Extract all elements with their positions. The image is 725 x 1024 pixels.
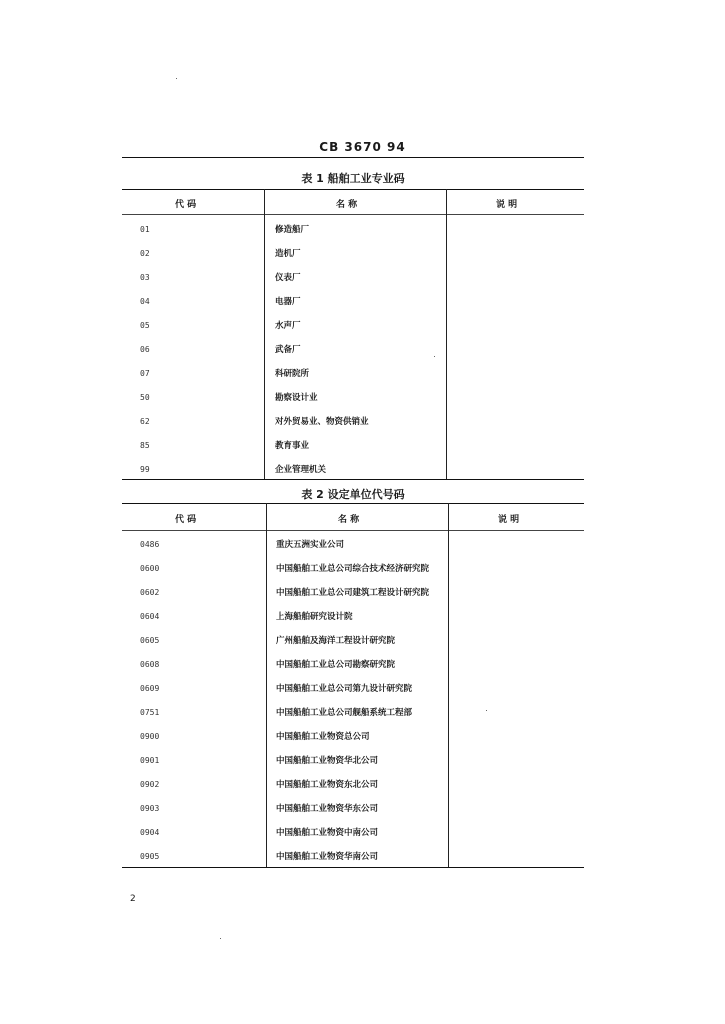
table2-row-name: 中国船舶工业总公司第九设计研究院	[276, 684, 413, 694]
table1-row-code: 02	[140, 249, 150, 258]
table2-row-name: 中国船舶工业总公司舰船系统工程部	[276, 708, 413, 718]
table2-row-name: 中国船舶工业物资华北公司	[276, 756, 379, 766]
table2-row-name: 中国船舶工业物资中南公司	[276, 828, 379, 838]
header-rule	[122, 157, 584, 158]
table1-row-name: 仪表厂	[275, 273, 301, 283]
table2-col-note: 说 明	[498, 515, 520, 525]
table1-row-code: 05	[140, 321, 150, 330]
table1-row-code: 01	[140, 225, 150, 234]
page-number: 2	[130, 894, 136, 904]
table1-row-name: 电器厂	[275, 297, 301, 307]
table2-row-name: 中国船舶工业物资东北公司	[276, 780, 379, 790]
table2-col-name: 名 称	[338, 515, 360, 525]
scan-speck	[220, 938, 221, 939]
table2-row-code: 0905	[140, 852, 160, 861]
table2-row-code: 0904	[140, 828, 160, 837]
table2-title: 表 2 设定单位代号码	[301, 488, 405, 501]
table2-row-code: 0608	[140, 660, 160, 669]
table2-row-code: 0605	[140, 636, 160, 645]
table1-row-name: 教育事业	[275, 441, 310, 451]
table1-row-code: 50	[140, 393, 150, 402]
table2-row-code: 0486	[140, 540, 160, 549]
table1-row-name: 对外贸易业、物资供销业	[275, 417, 369, 427]
table1-row-name: 企业管理机关	[275, 465, 327, 475]
table2-row-code: 0902	[140, 780, 160, 789]
table1-row-code: 85	[140, 441, 150, 450]
table1-header-rule	[122, 214, 584, 215]
table2-divider-2	[448, 503, 449, 867]
table1-row-name: 修造船厂	[275, 225, 310, 235]
table2-top-rule	[122, 503, 584, 504]
table2-bottom-rule	[122, 867, 584, 868]
document-code: CB 3670 94	[319, 140, 406, 154]
table2-divider-1	[266, 503, 267, 867]
table1-row-code: 99	[140, 465, 150, 474]
table1-row-code: 06	[140, 345, 150, 354]
table2-row-name: 中国船舶工业物资华东公司	[276, 804, 379, 814]
table1-row-code: 07	[140, 369, 150, 378]
table2-row-name: 中国船舶工业物资华南公司	[276, 852, 379, 862]
table2-row-code: 0751	[140, 708, 160, 717]
table1-row-code: 62	[140, 417, 150, 426]
scan-speck	[486, 710, 487, 711]
table2-row-code: 0604	[140, 612, 160, 621]
table1-top-rule	[122, 189, 584, 190]
table2-row-name: 重庆五洲实业公司	[276, 540, 345, 550]
table1-col-code: 代 码	[175, 200, 197, 210]
table1-row-name: 水声厂	[275, 321, 301, 331]
table2-row-name: 中国船舶工业总公司综合技术经济研究院	[276, 564, 430, 574]
table1-col-name: 名 称	[336, 200, 358, 210]
scan-speck	[434, 356, 435, 357]
table1-row-name: 勘察设计业	[275, 393, 318, 403]
table1-title: 表 1 船舶工业专业码	[301, 172, 405, 185]
table2-row-code: 0602	[140, 588, 160, 597]
table2-row-code: 0903	[140, 804, 160, 813]
table2-row-name: 上海船舶研究设计院	[276, 612, 353, 622]
table2-row-code: 0901	[140, 756, 160, 765]
table1-row-name: 科研院所	[275, 369, 310, 379]
table1-row-name: 造机厂	[275, 249, 301, 259]
table1-col-note: 说 明	[496, 200, 518, 210]
table1-bottom-rule	[122, 479, 584, 480]
table2-row-name: 中国船舶工业总公司勘察研究院	[276, 660, 396, 670]
table1-row-code: 04	[140, 297, 150, 306]
table1-row-name: 武备厂	[275, 345, 301, 355]
scan-speck	[176, 78, 177, 79]
table2-row-code: 0609	[140, 684, 160, 693]
table2-row-name: 中国船舶工业总公司建筑工程设计研究院	[276, 588, 430, 598]
table2-row-name: 广州船舶及海洋工程设计研究院	[276, 636, 396, 646]
table2-row-code: 0900	[140, 732, 160, 741]
table2-header-rule	[122, 530, 584, 531]
table2-row-name: 中国船舶工业物资总公司	[276, 732, 370, 742]
table2-col-code: 代 码	[175, 515, 197, 525]
table2-row-code: 0600	[140, 564, 160, 573]
table1-divider-1	[264, 189, 265, 479]
table1-row-code: 03	[140, 273, 150, 282]
table1-divider-2	[446, 189, 447, 479]
